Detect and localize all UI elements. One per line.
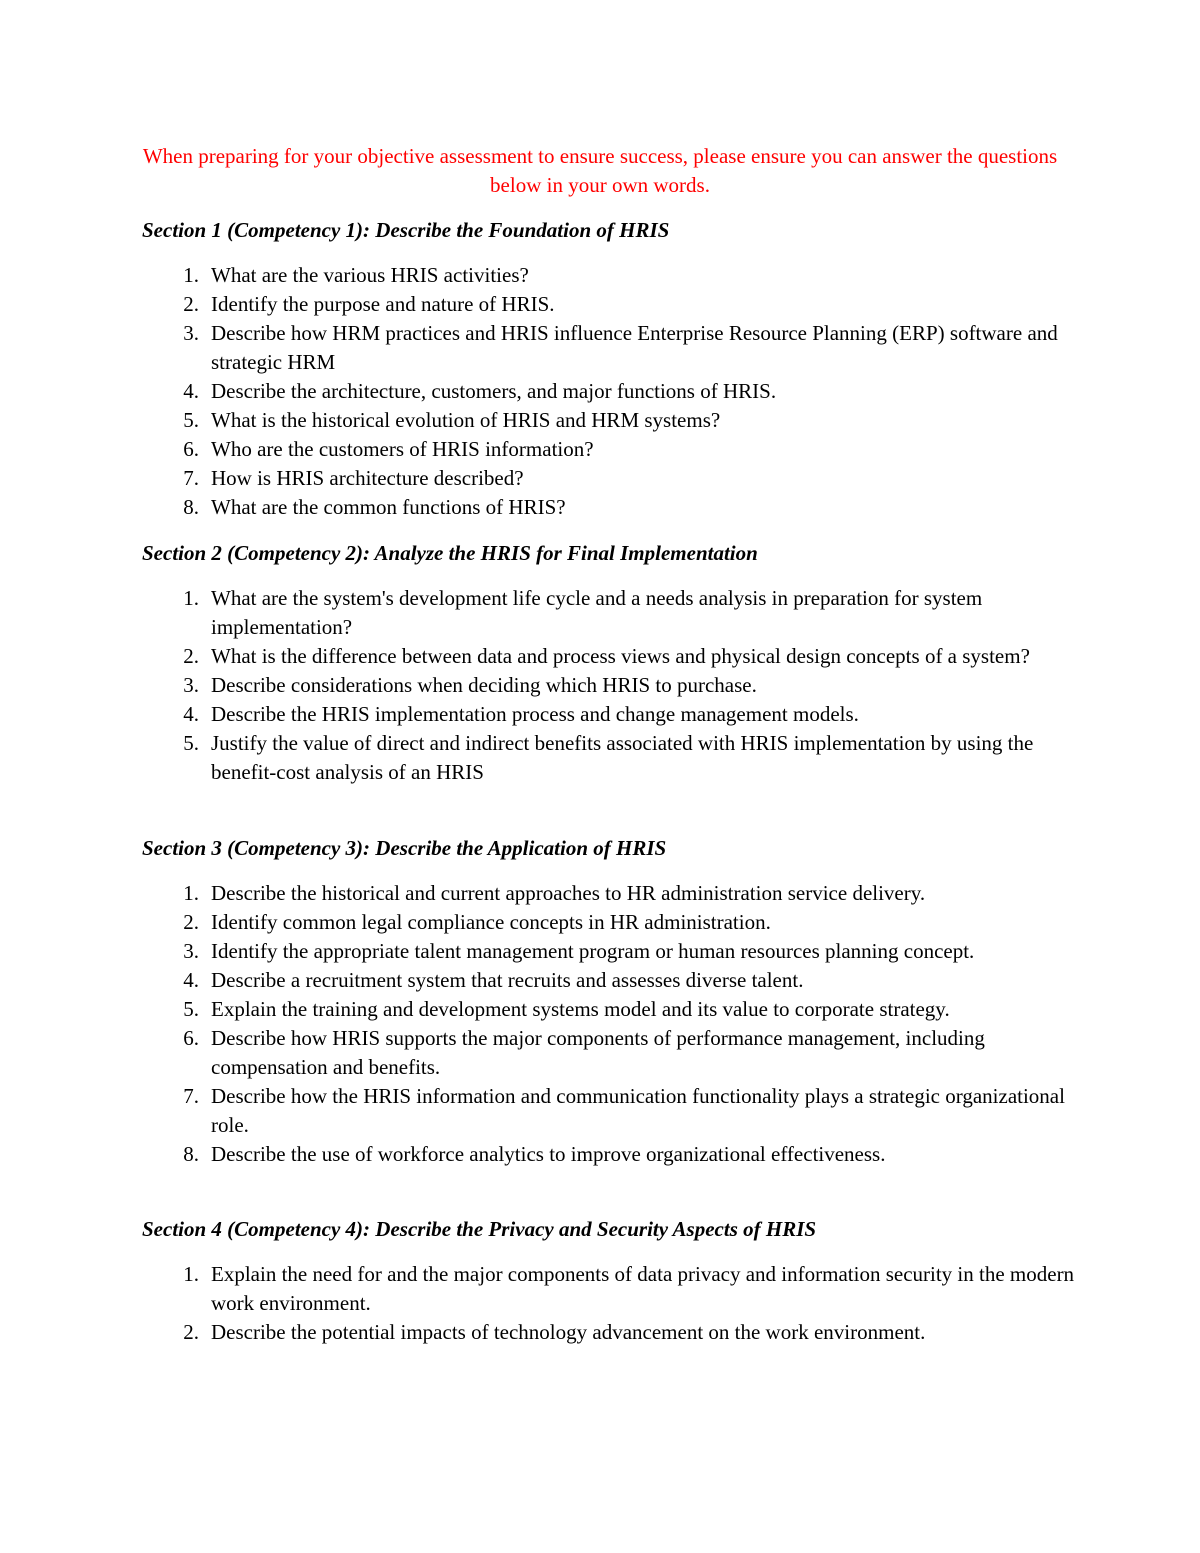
section-4 <box>142 1215 1082 1347</box>
list-item <box>142 700 1082 729</box>
item-text: What is the historical evolution of HRIS and HRM systems? <box>211 408 721 432</box>
item-text: Explain the need for and the major components of data privacy and information security in the modern work environment. <box>211 1262 1075 1315</box>
list-item <box>142 995 1082 1024</box>
list-item <box>142 584 1082 642</box>
item-number: 2. <box>183 1320 199 1344</box>
question-list <box>142 261 1082 522</box>
list-item <box>142 908 1082 937</box>
list-item <box>142 319 1082 377</box>
item-number: 1. <box>183 263 199 287</box>
list-item <box>142 406 1082 435</box>
item-text: Describe how the HRIS information and communication functionality plays a strategic organizational role. <box>211 1084 1065 1137</box>
item-number: 1. <box>183 881 199 905</box>
section-heading: Section 3 (Competency 3): Describe the Application of HRIS <box>142 836 667 860</box>
item-text: Describe the use of workforce analytics to improve organizational effectiveness. <box>211 1142 886 1166</box>
item-number: 6. <box>183 1026 199 1050</box>
item-number: 4. <box>183 702 199 726</box>
item-text: Describe considerations when deciding which HRIS to purchase. <box>211 673 757 697</box>
item-number: 1. <box>183 586 199 610</box>
section-heading: Section 2 (Competency 2): Analyze the HRIS for Final Implementation <box>142 541 758 565</box>
item-text: Who are the customers of HRIS information? <box>211 437 594 461</box>
question-list <box>142 1260 1082 1347</box>
list-item <box>142 377 1082 406</box>
list-item <box>142 729 1082 787</box>
item-text: What is the difference between data and process views and physical design concepts of a system? <box>211 644 1030 668</box>
item-text: Describe the historical and current approaches to HR administration service delivery. <box>211 881 926 905</box>
section-1 <box>142 216 1082 522</box>
list-item <box>142 261 1082 290</box>
list-item <box>142 966 1082 995</box>
item-text: Describe how HRM practices and HRIS influence Enterprise Resource Planning (ERP) software and strategic HRM <box>211 321 1058 374</box>
intro-instructions: When preparing for your objective assessment to ensure success, please ensure you can answer the questions below in your own words. <box>142 144 1058 197</box>
list-item <box>142 493 1082 522</box>
item-number: 2. <box>183 910 199 934</box>
list-item <box>142 464 1082 493</box>
item-text: Explain the training and development systems model and its value to corporate strategy. <box>211 997 950 1021</box>
section-heading: Section 1 (Competency 1): Describe the Foundation of HRIS <box>142 218 670 242</box>
item-number: 2. <box>183 644 199 668</box>
item-number: 6. <box>183 437 199 461</box>
item-text: Describe the potential impacts of technology advancement on the work environment. <box>211 1320 926 1344</box>
section-heading: Section 4 (Competency 4): Describe the Privacy and Security Aspects of HRIS <box>142 1217 817 1241</box>
section-3 <box>142 834 1082 1169</box>
item-text: Describe how HRIS supports the major components of performance management, including compensation and benefits. <box>211 1026 985 1079</box>
question-list <box>142 879 1082 1169</box>
item-text: Identify the appropriate talent management program or human resources planning concept. <box>211 939 975 963</box>
item-text: How is HRIS architecture described? <box>211 466 524 490</box>
item-number: 2. <box>183 292 199 316</box>
item-number: 3. <box>183 939 199 963</box>
list-item <box>142 1140 1082 1169</box>
item-number: 3. <box>183 321 199 345</box>
list-item <box>142 1260 1082 1318</box>
item-text: Describe a recruitment system that recruits and assesses diverse talent. <box>211 968 804 992</box>
item-number: 4. <box>183 379 199 403</box>
list-item <box>142 435 1082 464</box>
item-text: What are the common functions of HRIS? <box>211 495 566 519</box>
list-item <box>142 1082 1082 1140</box>
question-list <box>142 584 1082 787</box>
item-text: Describe the HRIS implementation process and change management models. <box>211 702 859 726</box>
item-number: 7. <box>183 1084 199 1108</box>
item-text: Justify the value of direct and indirect benefits associated with HRIS implementation by using the benefit-cost analysis of an HRIS <box>211 731 1034 784</box>
item-number: 5. <box>183 997 199 1021</box>
item-text: What are the various HRIS activities? <box>211 263 529 287</box>
list-item <box>142 879 1082 908</box>
item-number: 5. <box>183 408 199 432</box>
item-text: Identify the purpose and nature of HRIS. <box>211 292 555 316</box>
section-2 <box>142 539 1082 787</box>
list-item <box>142 1024 1082 1082</box>
item-number: 8. <box>183 1142 199 1166</box>
item-number: 1. <box>183 1262 199 1286</box>
item-number: 7. <box>183 466 199 490</box>
item-text: What are the system's development life cycle and a needs analysis in preparation for system implementation? <box>211 586 983 639</box>
item-number: 8. <box>183 495 199 519</box>
item-text: Describe the architecture, customers, and major functions of HRIS. <box>211 379 777 403</box>
list-item <box>142 671 1082 700</box>
item-number: 5. <box>183 731 199 755</box>
list-item <box>142 937 1082 966</box>
list-item <box>142 290 1082 319</box>
list-item <box>142 642 1082 671</box>
list-item <box>142 1318 1082 1347</box>
item-number: 4. <box>183 968 199 992</box>
item-text: Identify common legal compliance concepts in HR administration. <box>211 910 771 934</box>
item-number: 3. <box>183 673 199 697</box>
